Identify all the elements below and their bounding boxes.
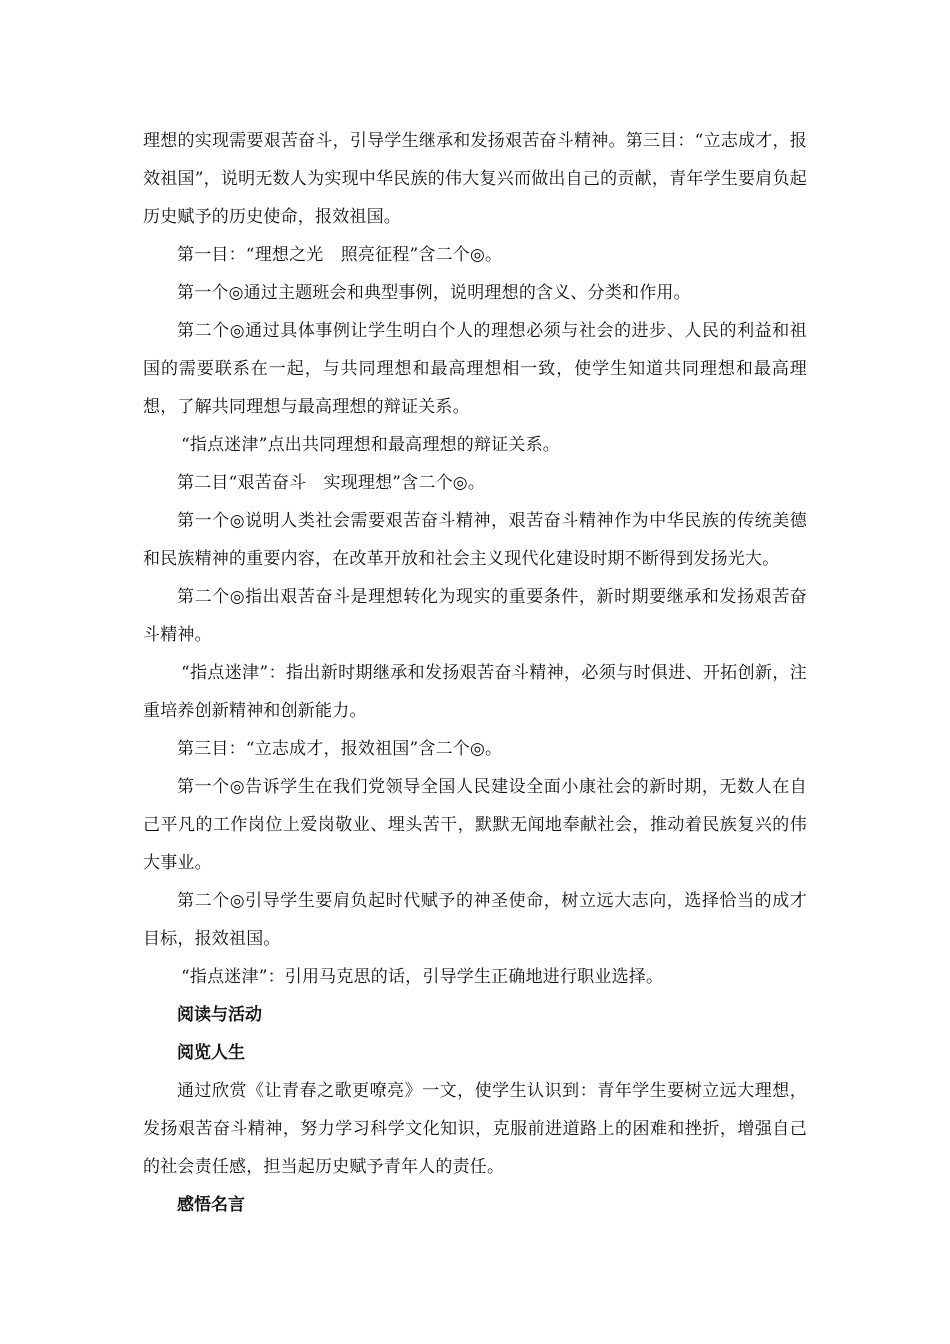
paragraph-section3-tip: “指点迷津”：引用马克思的话，引导学生正确地进行职业选择。 [181, 967, 664, 987]
heading-quotes: 感悟名言 [177, 1195, 245, 1215]
paragraph-section3-title: 第三目：“立志成才，报效祖国”含二个◎。 [177, 739, 503, 759]
paragraph-section1-point2: 第二个◎通过具体事例让学生明白个人的理想必须与社会的进步、人民的利益和祖国的需要联系在一起，与共同理想和最高理想相一致，使学生知道共同理想和最高理想，了解共同理想与最高理想的辩证关系。 [143, 321, 807, 417]
paragraph-intro-continued: 理想的实现需要艰苦奋斗，引导学生继承和发扬艰苦奋斗精神。第三目：“立志成才，报效祖国”，说明无数人为实现中华民族的伟大复兴而做出自己的贡献，青年学生要肩负起历史赋予的历史使命，报效祖国。 [143, 131, 807, 227]
paragraph-section1-point1: 第一个◎通过主题班会和典型事例，说明理想的含义、分类和作用。 [177, 283, 691, 303]
paragraph-browse-life: 通过欣赏《让青春之歌更嘹亮》一文，使学生认识到：青年学生要树立远大理想，发扬艰苦奋斗精神，努力学习科学文化知识，克服前进道路上的困难和挫折，增强自己的社会责任感，担当起历史赋予青年人的责任。 [143, 1081, 807, 1177]
heading-browse-life: 阅览人生 [177, 1043, 245, 1063]
paragraph-section2-point2: 第二个◎指出艰苦奋斗是理想转化为现实的重要条件，新时期要继承和发扬艰苦奋斗精神。 [143, 587, 807, 645]
paragraph-section3-point2: 第二个◎引导学生要肩负起时代赋予的神圣使命，树立远大志向，选择恰当的成才目标，报效祖国。 [143, 891, 807, 949]
paragraph-section3-point1: 第一个◎告诉学生在我们党领导全国人民建设全面小康社会的新时期，无数人在自己平凡的工作岗位上爱岗敬业、埋头苦干，默默无闻地奉献社会，推动着民族复兴的伟大事业。 [143, 777, 807, 873]
paragraph-section1-title: 第一目：“理想之光 照亮征程”含二个◎。 [177, 245, 503, 265]
heading-reading-activities: 阅读与活动 [177, 1005, 262, 1025]
paragraph-section2-tip: “指点迷津”：指出新时期继承和发扬艰苦奋斗精神，必须与时俱进、开拓创新，注重培养创新精神和创新能力。 [143, 663, 807, 721]
paragraph-section1-tip: “指点迷津”点出共同理想和最高理想的辩证关系。 [181, 435, 560, 455]
document-body [143, 122, 807, 1224]
paragraph-section2-title: 第二目“艰苦奋斗 实现理想”含二个◎。 [177, 473, 486, 493]
paragraph-section2-point1: 第一个◎说明人类社会需要艰苦奋斗精神，艰苦奋斗精神作为中华民族的传统美德和民族精神的重要内容，在改革开放和社会主义现代化建设时期不断得到发扬光大。 [143, 511, 807, 569]
